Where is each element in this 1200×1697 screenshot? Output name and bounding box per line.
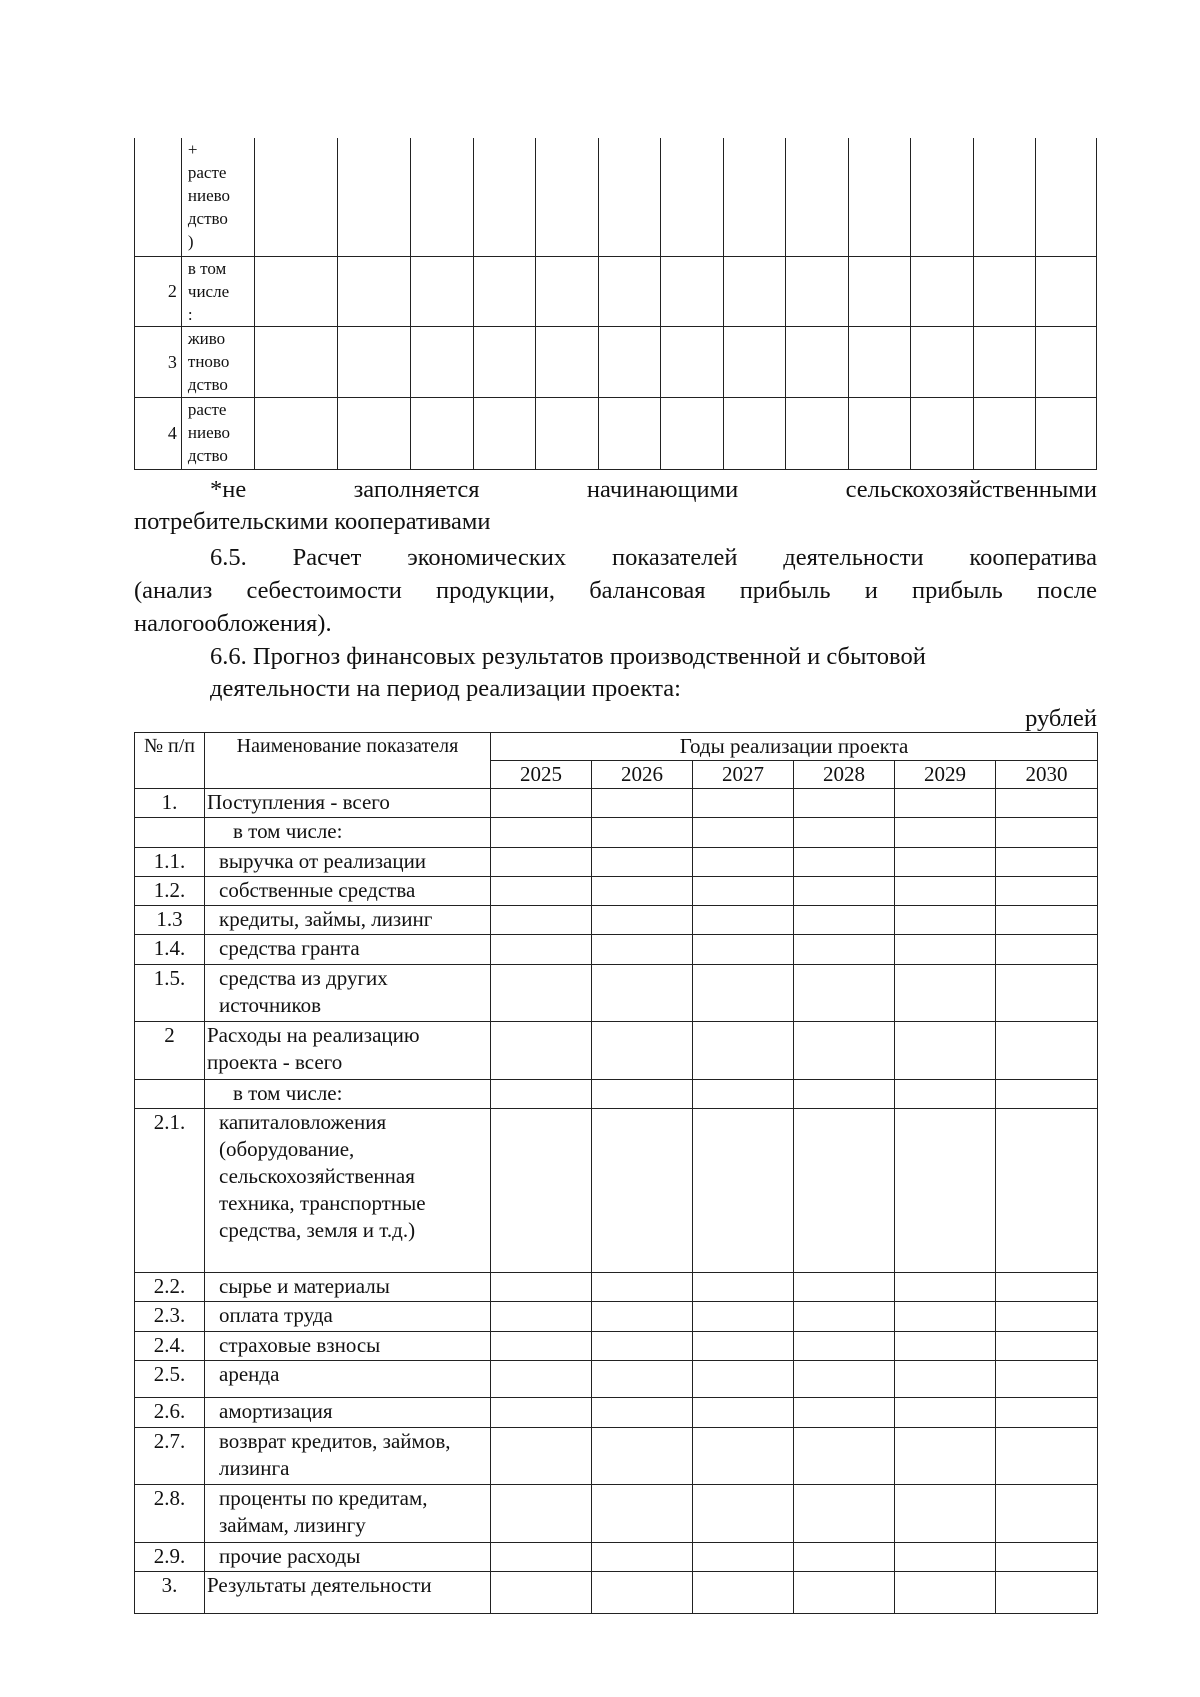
value-cell [895,1302,996,1331]
top-row-label [181,327,254,397]
word: балансовая [589,577,706,604]
top-table-cell [723,257,786,327]
top-row-number [135,138,182,257]
value-cell [693,1022,794,1080]
year-header: 2025 [491,761,592,789]
value-cell [693,1331,794,1360]
value-cell [895,1542,996,1571]
top-row-number: 4 [135,397,182,469]
value-cell [794,1302,895,1331]
value-cell [491,1079,592,1108]
indicator-name: прочие расходы [205,1542,491,1571]
value-cell [794,818,895,847]
row-number: 3. [135,1571,205,1613]
word: экономических [407,544,567,571]
value-cell [895,906,996,935]
indicator-name: кредиты, займы, лизинг [205,906,491,935]
value-cell [693,789,794,818]
top-table-cell [254,257,337,327]
word: кооператива [969,544,1097,571]
top-table-cell [848,257,911,327]
value-cell [996,1302,1098,1331]
value-cell [491,1273,592,1302]
row-number [135,1079,205,1108]
value-cell [592,964,693,1022]
value-cell [794,789,895,818]
indicator-name: Расходы на реализацию проекта - всего [205,1022,491,1080]
row-number: 1.2. [135,876,205,905]
value-cell [491,1108,592,1272]
table-row [135,789,1098,818]
value-cell [794,1108,895,1272]
value-cell [693,1079,794,1108]
value-cell [693,876,794,905]
value-cell [895,1427,996,1485]
top-table-cell [1036,138,1097,257]
value-cell [693,1302,794,1331]
value-cell [895,818,996,847]
indicator-name: в том числе: [205,1079,491,1108]
table-row [135,1108,1098,1272]
word: показателей [611,544,738,571]
value-cell [592,906,693,935]
indicator-name: собственные средства [205,876,491,905]
value-cell [996,818,1098,847]
section-6-5-line-2 [134,575,1097,607]
year-header: 2027 [693,761,794,789]
value-cell [693,1571,794,1613]
top-row-label [181,257,254,327]
year-header: 2028 [794,761,895,789]
value-cell [996,964,1098,1022]
table-row [135,906,1098,935]
value-cell [996,1485,1098,1543]
word: прибыль [912,577,1003,604]
value-cell [693,1398,794,1427]
top-table-cell [338,257,411,327]
top-table-row [135,397,1097,469]
value-cell [491,1360,592,1398]
financial-forecast-table [134,732,1098,1614]
header-years: Годы реализации проекта [491,733,1098,761]
top-table-cell [1036,327,1097,397]
value-cell [996,1360,1098,1398]
value-cell [693,1108,794,1272]
value-cell [592,789,693,818]
value-cell [592,1022,693,1080]
top-row-label-line: расте [187,399,227,419]
top-table-cell [1036,257,1097,327]
value-cell [592,1485,693,1543]
table-row [135,876,1098,905]
word: начинающими [586,476,739,503]
value-cell [996,1542,1098,1571]
indicator-name: сырье и материалы [205,1273,491,1302]
value-cell [895,964,996,1022]
value-cell [895,1360,996,1398]
top-table-cell [911,257,974,327]
value-cell [491,906,592,935]
value-cell [491,935,592,964]
value-cell [592,876,693,905]
row-number: 2.9. [135,1542,205,1571]
value-cell [794,1427,895,1485]
table-row [135,1398,1098,1427]
top-row-label-line: + [187,140,198,159]
word: после [1037,577,1097,604]
value-cell [794,1079,895,1108]
top-table-cell [973,138,1036,257]
value-cell [996,789,1098,818]
value-cell [693,1360,794,1398]
top-table-cell [661,257,724,327]
value-cell [895,1022,996,1080]
year-header: 2026 [592,761,693,789]
top-table-cell [536,138,599,257]
indicator-name: Результаты деятельности [205,1571,491,1613]
header-no: № п/п [135,733,205,789]
top-table-cell [473,327,536,397]
value-cell [895,1485,996,1543]
word: прибыль [739,577,831,604]
word: (анализ [134,577,213,604]
top-table-cell [661,138,724,257]
year-header: 2030 [996,761,1098,789]
indicator-name: аренда [205,1360,491,1398]
row-number: 2.4. [135,1331,205,1360]
value-cell [491,789,592,818]
top-table-cell [338,327,411,397]
word: сельскохозяйственными [845,476,1097,503]
top-table-cell [848,327,911,397]
value-cell [693,1485,794,1543]
value-cell [592,847,693,876]
top-row-label-line: дство [187,445,228,465]
top-table-cell [723,327,786,397]
indicator-name: средства из других источников [205,964,491,1022]
value-cell [491,1022,592,1080]
top-table-cell [473,257,536,327]
value-cell [592,818,693,847]
row-number: 2.6. [135,1398,205,1427]
word: *не [210,476,247,503]
indicator-name: проценты по кредитам, займам, лизингу [205,1485,491,1543]
row-number: 2 [135,1022,205,1080]
header-name: Наименование показателя [205,733,491,789]
value-cell [491,847,592,876]
value-cell [996,1398,1098,1427]
value-cell [794,1398,895,1427]
top-row-label-line: ниево [187,422,231,442]
value-cell [592,1273,693,1302]
value-cell [491,1542,592,1571]
top-table-cell [598,138,661,257]
year-header: 2029 [895,761,996,789]
value-cell [996,876,1098,905]
top-table-cell [338,138,411,257]
value-cell [592,1360,693,1398]
value-cell [592,1302,693,1331]
top-table-cell [473,397,536,469]
table-row [135,1360,1098,1398]
top-row-number: 2 [135,257,182,327]
value-cell [895,935,996,964]
row-number: 1.5. [135,964,205,1022]
top-table-cell [973,257,1036,327]
top-row-label-line: расте [187,163,227,182]
value-cell [693,847,794,876]
value-cell [794,847,895,876]
value-cell [794,906,895,935]
value-cell [491,1427,592,1485]
top-table-cell [786,327,849,397]
value-cell [592,1571,693,1613]
top-table-cell [911,327,974,397]
units-label: рублей [1025,705,1097,732]
top-table-cell [473,138,536,257]
value-cell [693,1542,794,1571]
value-cell [794,1022,895,1080]
indicator-name: возврат кредитов, займов, лизинга [205,1427,491,1485]
row-number: 1. [135,789,205,818]
top-table [134,138,1097,470]
value-cell [794,1542,895,1571]
top-row-label [181,397,254,469]
word: деятельности [783,544,924,571]
row-number: 1.1. [135,847,205,876]
top-table-cell [598,257,661,327]
top-row-label [181,138,254,257]
top-table-cell [786,257,849,327]
footnote-line-1 [210,474,1097,506]
value-cell [996,1427,1098,1485]
word: и [864,577,878,604]
value-cell [895,1571,996,1613]
row-number: 2.5. [135,1360,205,1398]
table-row [135,1079,1098,1108]
table-row [135,964,1098,1022]
indicator-name: оплата труда [205,1302,491,1331]
value-cell [895,1108,996,1272]
value-cell [794,1485,895,1543]
value-cell [693,935,794,964]
top-row-label-line: в том [187,259,227,279]
top-table-cell [536,257,599,327]
top-table-cell [723,138,786,257]
row-number: 2.2. [135,1273,205,1302]
value-cell [895,1331,996,1360]
top-row-label-line: живо [187,329,226,349]
value-cell [895,1079,996,1108]
value-cell [794,876,895,905]
value-cell [996,1079,1098,1108]
table-row [135,1571,1098,1613]
value-cell [895,847,996,876]
table-row [135,1485,1098,1543]
value-cell [794,1571,895,1613]
top-table-cell [254,397,337,469]
top-row-label-line: тново [187,352,230,372]
value-cell [996,1273,1098,1302]
indicator-name: страховые взносы [205,1331,491,1360]
value-cell [996,1571,1098,1613]
value-cell [895,1398,996,1427]
word: Расчет [292,544,362,571]
value-cell [794,1331,895,1360]
top-table-cell [338,397,411,469]
value-cell [693,1273,794,1302]
top-table-row [135,138,1097,257]
value-cell [592,1331,693,1360]
row-number: 2.8. [135,1485,205,1543]
top-table-cell [598,397,661,469]
section-6-5-line-3: налогообложения). [134,610,332,637]
top-table-cell [411,257,474,327]
value-cell [693,818,794,847]
top-table-cell [411,397,474,469]
row-number: 2.1. [135,1108,205,1272]
value-cell [592,1427,693,1485]
value-cell [592,1398,693,1427]
table-row [135,1331,1098,1360]
top-table-cell [536,327,599,397]
value-cell [491,1485,592,1543]
value-cell [996,1108,1098,1272]
value-cell [996,906,1098,935]
top-row-label-line: ) [187,232,194,251]
value-cell [996,935,1098,964]
value-cell [693,906,794,935]
top-row-label-line: дство [187,209,228,228]
row-number: 1.3 [135,906,205,935]
value-cell [592,1542,693,1571]
top-table-cell [254,327,337,397]
value-cell [996,1331,1098,1360]
top-table-cell [911,138,974,257]
table-row [135,818,1098,847]
row-number: 2.3. [135,1302,205,1331]
value-cell [491,876,592,905]
section-6-5-line-1 [210,542,1097,574]
table-row [135,1273,1098,1302]
top-row-label-line: ниево [187,186,231,205]
value-cell [491,1398,592,1427]
top-table-cell [848,138,911,257]
table-row [135,1542,1098,1571]
footnote-line-2: потребительскими кооперативами [134,508,491,535]
row-number: 1.4. [135,935,205,964]
top-row-label-line: дство [187,375,228,395]
top-row-label-line: : [187,305,193,325]
top-table-cell [723,397,786,469]
value-cell [996,847,1098,876]
table-row [135,1022,1098,1080]
value-cell [693,964,794,1022]
value-cell [996,1022,1098,1080]
top-row-number: 3 [135,327,182,397]
top-table-cell [786,138,849,257]
table-row [135,935,1098,964]
value-cell [794,1360,895,1398]
top-table-cell [254,138,337,257]
word: 6.5. [210,544,247,571]
top-row-label-line: числе [187,282,230,302]
row-number [135,818,205,847]
value-cell [794,1273,895,1302]
row-number: 2.7. [135,1427,205,1485]
value-cell [693,1427,794,1485]
indicator-name: средства гранта [205,935,491,964]
top-table-cell [411,138,474,257]
top-table-cell [411,327,474,397]
value-cell [491,1331,592,1360]
value-cell [491,818,592,847]
top-table-cell [973,397,1036,469]
top-table-cell [973,327,1036,397]
top-table-cell [786,397,849,469]
indicator-name: капиталовложения (оборудование, сельскохозяйственная техника, транспортные средства, земля и т.д.) [205,1108,491,1272]
top-table-cell [598,327,661,397]
word: заполняется [353,476,480,503]
word: себестоимости [246,577,402,604]
top-table-cell [661,327,724,397]
word: продукции, [436,577,555,604]
top-table-row [135,257,1097,327]
value-cell [895,789,996,818]
top-table-row [135,327,1097,397]
value-cell [491,1302,592,1331]
value-cell [794,964,895,1022]
top-table-cell [1036,397,1097,469]
top-table-cell [661,397,724,469]
value-cell [895,1273,996,1302]
top-table-cell [911,397,974,469]
value-cell [895,876,996,905]
indicator-name: выручка от реализации [205,847,491,876]
top-table-cell [848,397,911,469]
table-row [135,847,1098,876]
value-cell [592,935,693,964]
indicator-name: Поступления - всего [205,789,491,818]
value-cell [491,1571,592,1613]
indicator-name: в том числе: [205,818,491,847]
value-cell [592,1108,693,1272]
value-cell [491,964,592,1022]
top-table-cell [536,397,599,469]
value-cell [794,935,895,964]
section-6-6-line-2: деятельности на период реализации проекта: [210,675,681,702]
value-cell [592,1079,693,1108]
table-row [135,1302,1098,1331]
indicator-name: амортизация [205,1398,491,1427]
table-row [135,1427,1098,1485]
section-6-6-line-1: 6.6. Прогноз финансовых результатов производственной и сбытовой [210,643,926,670]
